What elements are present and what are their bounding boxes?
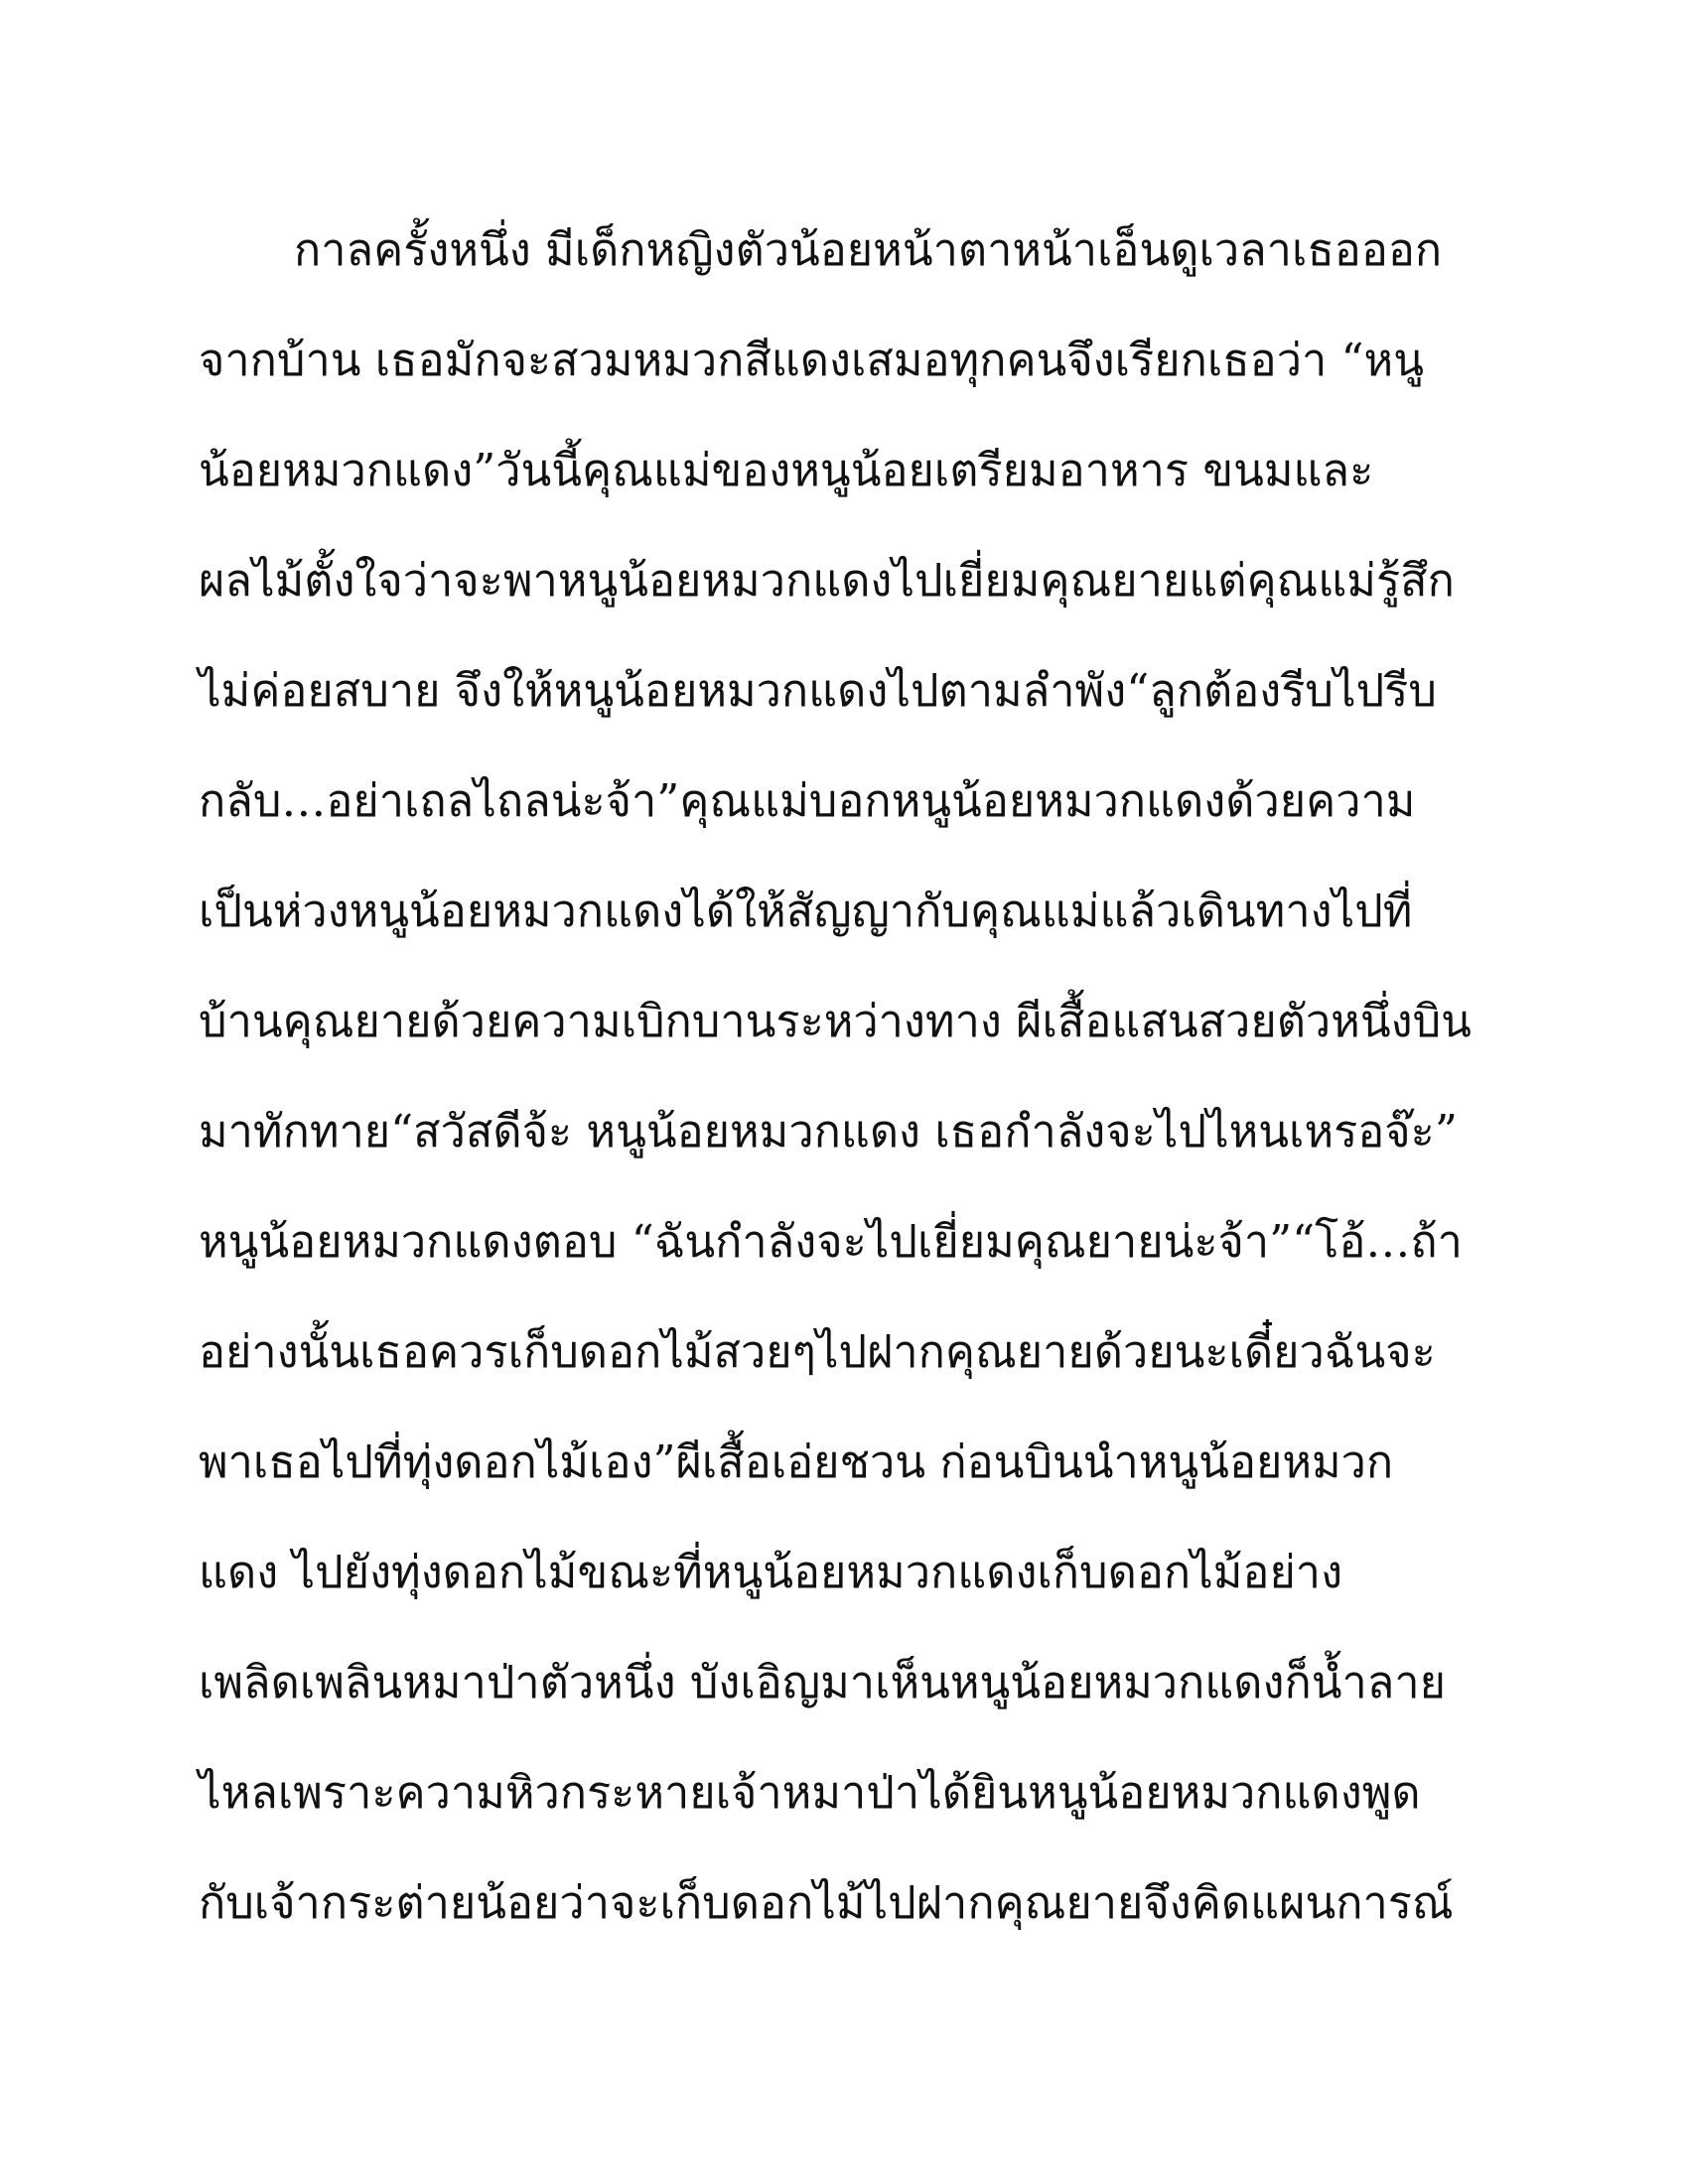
paragraph-line: กับเจ้ากระต่ายน้อยว่าจะเก็บดอกไม้ไปฝากคุณยายจึงคิดแผนการณ์ — [199, 1876, 1454, 1929]
paragraph-line: อย่างนั้นเธอควรเก็บดอกไม้สวยๆไปฝากคุณยายด้วยนะเดี๋ยวฉันจะ — [199, 1325, 1436, 1378]
paragraph-line: หนูน้อยหมวกแดงตอบ “ฉันกำลังจะไปเยี่ยมคุณยายน่ะจ้า”“โอ้…ถ้า — [199, 1215, 1463, 1268]
paragraph-line: กาลครั้งหนึ่ง มีเด็กหญิงตัวน้อยหน้าตาหน้าเอ็นดูเวลาเธอออก — [294, 223, 1443, 276]
story-paragraph — [199, 220, 1489, 1983]
paragraph-line: แดง ไปยังทุ่งดอกไม้ขณะที่หนูน้อยหมวกแดงเก็บดอกไม้อย่าง — [199, 1546, 1343, 1598]
paragraph-line: กลับ…อย่าเถลไถลน่ะจ้า”คุณแม่บอกหนูน้อยหมวกแดงด้วยความ — [199, 774, 1416, 827]
paragraph-line: ผลไม้ตั้งใจว่าจะพาหนูน้อยหมวกแดงไปเยี่ยมคุณยายแต่คุณแม่รู้สึก — [199, 554, 1455, 607]
paragraph-line: จากบ้าน เธอมักจะสวมหมวกสีแดงเสมอทุกคนจึงเรียกเธอว่า “หนู — [199, 334, 1424, 386]
paragraph-line: บ้านคุณยายด้วยความเบิกบานระหว่างทาง ผีเสื้อแสนสวยตัวหนึ่งบิน — [199, 995, 1472, 1047]
paragraph-line: น้อยหมวกแดง”วันนี้คุณแม่ของหนูน้อยเตรียมอาหาร ขนมและ — [199, 444, 1374, 496]
paragraph-line: ไม่ค่อยสบาย จึงให้หนูน้อยหมวกแดงไปตามลำพัง“ลูกต้องรีบไปรีบ — [199, 664, 1437, 717]
paragraph-line: เพลิดเพลินหมาป่าตัวหนึ่ง บังเอิญมาเห็นหนูน้อยหมวกแดงก็น้ำลาย — [199, 1656, 1446, 1708]
paragraph-line: เป็นห่วงหนูน้อยหมวกแดงได้ให้สัญญากับคุณแม่แล้วเดินทางไปที่ — [199, 885, 1413, 937]
paragraph-line: ไหลเพราะความหิวกระหายเจ้าหมาป่าได้ยินหนูน้อยหมวกแดงพูด — [199, 1766, 1421, 1819]
paragraph-line: มาทักทาย“สวัสดีจ้ะ หนูน้อยหมวกแดง เธอกำลังจะไปไหนเหรอจ๊ะ” — [199, 1105, 1458, 1158]
paragraph-line: พาเธอไปที่ทุ่งดอกไม้เอง”ผีเสื้อเอ่ยชวน ก่อนบินนำหนูน้อยหมวก — [199, 1435, 1394, 1488]
